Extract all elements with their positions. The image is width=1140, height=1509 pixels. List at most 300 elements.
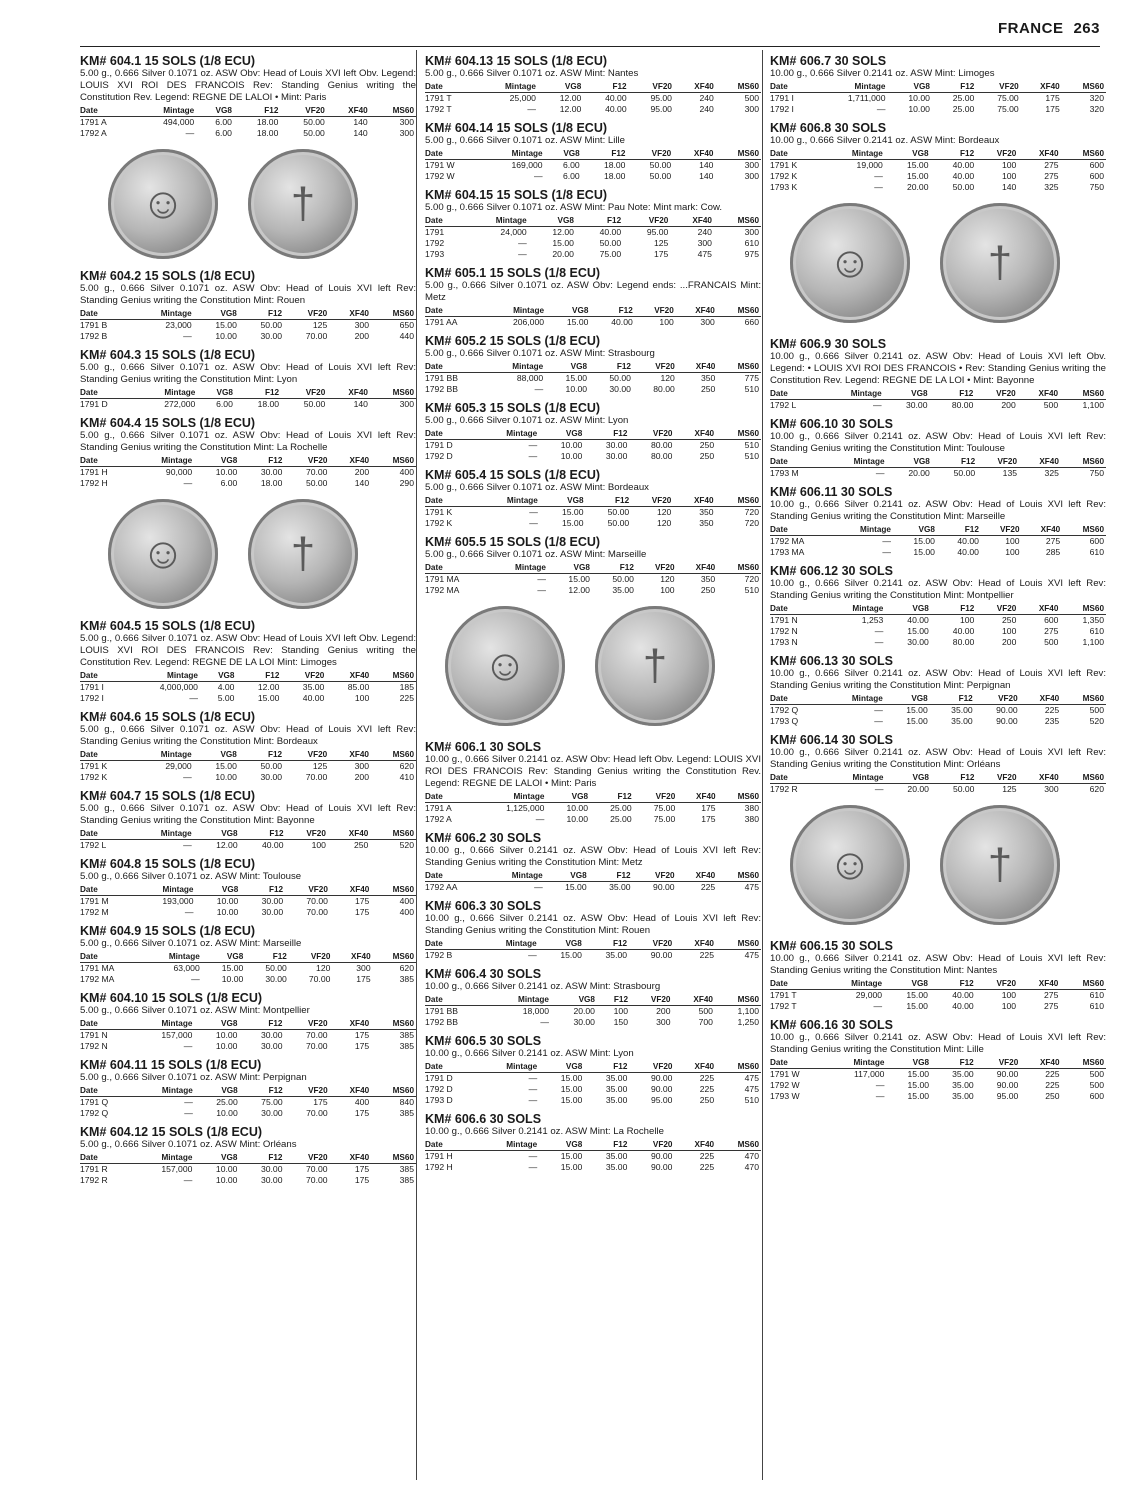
column-header: MS60 <box>737 995 759 1004</box>
table-row <box>425 585 761 596</box>
table-cell: 15.00 <box>561 507 584 517</box>
catalog-entry <box>770 337 1106 411</box>
table-cell: 12.00 <box>552 227 574 237</box>
table-cell: 90.00 <box>996 1069 1019 1079</box>
table-cell: 1793 N <box>770 637 798 647</box>
table-cell: 30.00 <box>260 331 283 341</box>
table-cell: 385 <box>399 1164 414 1174</box>
table-row <box>80 840 416 852</box>
column-header: Mintage <box>495 216 527 225</box>
entry-title: KM# 604.12 15 SOLS (1/8 ECU) <box>80 1125 263 1139</box>
column-header: VG8 <box>912 773 929 782</box>
table-cell: 10.00 <box>216 1108 238 1118</box>
table-cell: 1791 D <box>425 1073 453 1083</box>
column-header: Mintage <box>506 496 538 505</box>
table-cell: 1,350 <box>1082 615 1104 625</box>
table-row <box>80 761 416 773</box>
table-cell: 70.00 <box>306 896 328 906</box>
column-header: VG8 <box>557 216 574 225</box>
column-header: MS60 <box>1082 82 1104 91</box>
table-cell: 520 <box>399 840 414 850</box>
table-cell: 250 <box>1002 615 1017 625</box>
table-cell: 300 <box>399 399 414 409</box>
table-cell: 1793 D <box>425 1095 453 1105</box>
table-cell: 100 <box>1002 171 1017 181</box>
coin-reverse-image <box>940 203 1060 323</box>
table-cell: 10.00 <box>216 896 239 906</box>
table-row <box>80 907 416 918</box>
table-cell: 1791 Q <box>80 1097 109 1107</box>
table-row <box>80 128 416 139</box>
table-cell: — <box>534 384 544 394</box>
table-row <box>80 399 416 411</box>
column-header: Date <box>425 149 443 158</box>
column-header: MS60 <box>392 952 414 961</box>
table-cell: 140 <box>699 171 714 181</box>
table-cell: 475 <box>744 882 759 892</box>
catalog-entry <box>80 710 416 783</box>
entry-description: 5.00 g., 0.666 Silver 0.1071 oz. ASW Mint: Strasbourg <box>425 348 655 359</box>
catalog-entry <box>770 654 1106 727</box>
column-header: Mintage <box>854 82 886 91</box>
column-header: XF40 <box>1040 82 1060 91</box>
table-cell: — <box>528 1073 538 1083</box>
entry-description: 10.00 g., 0.666 Silver 0.2141 oz. ASW Obv: Head of Louis XVI left Obv. Legend: • LOUIS XVI ROI DES FRANCOIS • Rev: Standing Genius writing the Constitution Rev. Legend: REGNE DE LA LOI • Mint: Bayonne <box>770 351 1106 386</box>
column-header: VF20 <box>648 216 669 225</box>
table-cell: — <box>528 451 538 461</box>
table-cell: 135 <box>1002 468 1018 478</box>
price-table <box>425 305 761 328</box>
table-cell: 6.00 <box>215 117 232 127</box>
table-cell: 600 <box>1089 171 1104 181</box>
column-header: F12 <box>613 1140 628 1149</box>
column-header: VF20 <box>310 952 331 961</box>
table-cell: 70.00 <box>305 772 328 782</box>
column-header: F12 <box>964 525 979 534</box>
entry-description: 10.00 g., 0.666 Silver 0.2141 oz. ASW Obv: Head of Louis XVI left Rev: Standing Genius writing the Constitution Mint: Orléans <box>770 747 1106 770</box>
column-header: F12 <box>268 1153 283 1162</box>
column-header: VF20 <box>996 149 1017 158</box>
table-row <box>770 990 1106 1002</box>
entry-description: 5.00 g., 0.666 Silver 0.1071 oz. ASW Mint: Lyon <box>425 415 629 426</box>
entry-description: 5.00 g., 0.666 Silver 0.1071 oz. ASW Mint: Marseille <box>80 938 302 949</box>
table-cell: — <box>518 249 527 259</box>
table-cell: 75.00 <box>653 814 676 824</box>
entry-description: 10.00 g., 0.666 Silver 0.2141 oz. ASW Obv: Head of Louis XVI left Rev: Standing Genius writing the Constitution Mint: Perpignan <box>770 668 1106 691</box>
table-cell: 15.00 <box>221 963 244 973</box>
table-cell: 400 <box>399 896 414 906</box>
table-row <box>80 1175 416 1186</box>
catalog-entry <box>80 924 416 985</box>
table-row <box>770 784 1106 796</box>
catalog-entry <box>425 54 761 115</box>
table-row <box>80 1097 416 1109</box>
column-header: VG8 <box>221 885 239 894</box>
table-cell: 200 <box>1001 400 1016 410</box>
table-cell: 70.00 <box>306 1164 328 1174</box>
genius-figure-icon: † <box>290 529 316 578</box>
table-cell: 24,000 <box>500 227 527 237</box>
table-cell: 475 <box>744 950 759 960</box>
entry-description: 5.00 g., 0.666 Silver 0.1071 oz. ASW Obv: Head of Louis XVI left Rev: Standing Genius writing the Constitution Mint: Bayonne <box>80 803 416 826</box>
table-cell: 300 <box>1044 784 1059 794</box>
price-table <box>80 670 416 704</box>
price-table <box>425 148 761 182</box>
table-cell: 225 <box>699 1151 715 1161</box>
column-header: VG8 <box>220 750 237 759</box>
entry-description: 5.00 g., 0.666 Silver 0.1071 oz. ASW Obv: Head of Louis XVI left Rev: Standing Genius writing the Constitution Mint: Bordeaux <box>80 724 416 747</box>
table-cell: — <box>875 468 885 478</box>
column-header: F12 <box>611 149 626 158</box>
entry-title: KM# 604.7 15 SOLS (1/8 ECU) <box>80 789 256 803</box>
column-header: Date <box>425 1062 443 1071</box>
column-header: Mintage <box>852 773 884 782</box>
entry-description: 10.00 g., 0.666 Silver 0.2141 oz. ASW Obv: Head of Louis XVI left Rev: Standing Genius writing the Constitution Mint: Montpellier <box>770 578 1106 601</box>
table-cell: 10.00 <box>215 467 238 477</box>
page-header <box>998 20 1100 37</box>
table-cell: 225 <box>1044 705 1060 715</box>
table-cell: 30.00 <box>260 1030 283 1040</box>
column-header: VG8 <box>918 525 935 534</box>
column-header: VF20 <box>652 82 672 91</box>
table-cell: 90.00 <box>650 1151 673 1161</box>
table-row <box>770 182 1106 193</box>
entry-title: KM# 606.9 30 SOLS <box>770 337 887 351</box>
table-cell: 1792 Q <box>770 705 799 715</box>
column-header: F12 <box>267 750 283 759</box>
column-header: VG8 <box>912 1058 930 1067</box>
column-header: F12 <box>960 82 975 91</box>
catalog-entry <box>770 939 1106 1012</box>
table-row <box>80 117 416 129</box>
column-header: VF20 <box>999 82 1019 91</box>
column-header: F12 <box>617 792 632 801</box>
coin-obverse-image <box>790 203 910 323</box>
column-header: Date <box>80 885 98 894</box>
column-header: MS60 <box>737 496 759 505</box>
table-row <box>425 1095 761 1106</box>
table-cell: 1792 N <box>770 626 798 636</box>
catalog-entry <box>80 991 416 1052</box>
entry-title: KM# 604.10 15 SOLS (1/8 ECU) <box>80 991 263 1005</box>
table-cell: 250 <box>699 1095 715 1105</box>
table-row <box>80 1164 416 1176</box>
table-cell: 30.00 <box>261 1108 283 1118</box>
price-table <box>770 456 1106 479</box>
column-header: MS60 <box>1082 604 1104 613</box>
column-header: Date <box>770 525 788 534</box>
price-table <box>80 749 416 783</box>
column-header: F12 <box>612 939 628 948</box>
column-header: Date <box>425 496 443 505</box>
entry-title: KM# 604.5 15 SOLS (1/8 ECU) <box>80 619 256 633</box>
table-cell: 600 <box>1089 1091 1104 1101</box>
table-cell: 275 <box>1044 160 1059 170</box>
column-header: F12 <box>268 1019 283 1028</box>
table-cell: 90.00 <box>653 882 675 892</box>
column-header: XF40 <box>349 750 369 759</box>
table-cell: — <box>528 1095 538 1105</box>
table-cell: 1791 K <box>80 761 108 771</box>
entry-title: KM# 606.7 30 SOLS <box>770 54 887 68</box>
coin-obverse-image <box>108 149 218 259</box>
column-header: VF20 <box>305 106 325 115</box>
table-cell: 1792 BB <box>425 1017 458 1027</box>
table-cell: 272,000 <box>164 399 196 409</box>
column-header: Date <box>770 604 788 613</box>
table-cell: 380 <box>744 803 759 813</box>
table-cell: 50.00 <box>260 320 283 330</box>
column-header: MS60 <box>392 671 414 680</box>
entry-title: KM# 604.4 15 SOLS (1/8 ECU) <box>80 416 256 430</box>
coin-obverse-image <box>445 606 565 726</box>
column-header: VF20 <box>307 309 328 318</box>
table-cell: 1791 I <box>80 682 104 692</box>
table-cell: 30.00 <box>605 440 628 450</box>
table-cell: — <box>876 104 886 114</box>
table-cell: 18.00 <box>260 478 283 488</box>
table-cell: 600 <box>1089 536 1104 546</box>
table-cell: — <box>183 1175 193 1185</box>
table-cell: 1792 <box>425 238 445 248</box>
table-cell: 10.00 <box>908 93 930 103</box>
table-cell: 1792 MA <box>770 536 805 546</box>
column-header: Mintage <box>853 457 885 466</box>
column-header: F12 <box>616 871 631 880</box>
table-cell: 70.00 <box>306 1108 328 1118</box>
table-cell: 250 <box>353 840 369 850</box>
catalog-entry <box>770 417 1106 479</box>
table-row <box>80 772 416 783</box>
column-header: XF40 <box>694 1140 715 1149</box>
entry-title: KM# 604.15 15 SOLS (1/8 ECU) <box>425 188 608 202</box>
table-cell: — <box>183 840 192 850</box>
table-cell: 18.00 <box>256 117 279 127</box>
table-cell: 720 <box>744 518 759 528</box>
table-cell: 50.00 <box>607 518 630 528</box>
table-cell: 500 <box>744 93 759 103</box>
table-cell: 10.00 <box>215 331 237 341</box>
column-header: F12 <box>959 389 974 398</box>
column-header: VF20 <box>999 525 1020 534</box>
genius-figure-icon: † <box>987 238 1013 287</box>
header-rule <box>80 46 1100 47</box>
entry-title: KM# 606.3 30 SOLS <box>425 899 542 913</box>
column-header: XF40 <box>349 885 370 894</box>
entry-title: KM# 605.1 15 SOLS (1/8 ECU) <box>425 266 601 280</box>
table-cell: 1792 D <box>425 451 453 461</box>
table-cell: 15.00 <box>560 1073 583 1083</box>
table-cell: 225 <box>700 882 716 892</box>
table-cell: 175 <box>354 907 370 917</box>
table-cell: 1793 M <box>770 468 799 478</box>
table-cell: 1793 Q <box>770 716 799 726</box>
entry-title: KM# 606.13 30 SOLS <box>770 654 893 668</box>
column-header: VF20 <box>998 1058 1019 1067</box>
table-cell: 1791 B <box>80 320 108 330</box>
table-cell: — <box>874 784 884 794</box>
column-header: XF40 <box>693 149 714 158</box>
column-header: VG8 <box>570 362 588 371</box>
table-cell: 25.00 <box>610 803 632 813</box>
table-cell: 1791 D <box>80 399 108 409</box>
price-table <box>425 1139 761 1173</box>
column-header: Mintage <box>160 309 192 318</box>
column-header: VG8 <box>216 388 233 397</box>
table-cell: 15.00 <box>907 1069 930 1079</box>
table-cell: 20.00 <box>907 784 929 794</box>
column-header: Mintage <box>518 995 549 1004</box>
entry-title: KM# 606.8 30 SOLS <box>770 121 887 135</box>
catalog-entry <box>425 1034 761 1106</box>
table-row <box>770 615 1106 627</box>
table-cell: 40.00 <box>302 693 325 703</box>
table-cell: 610 <box>1089 626 1104 636</box>
column-header: Mintage <box>853 1058 885 1067</box>
column-header: MS60 <box>392 885 414 894</box>
table-cell: 250 <box>1045 1091 1060 1101</box>
table-cell: 290 <box>399 478 414 488</box>
column-header: MS60 <box>737 306 759 315</box>
table-cell: 1791 R <box>80 1164 108 1174</box>
table-cell: 30.00 <box>573 1017 595 1027</box>
table-cell: 120 <box>657 507 672 517</box>
table-cell: 610 <box>1089 547 1104 557</box>
column-header: XF40 <box>1039 694 1060 703</box>
entry-title: KM# 606.16 30 SOLS <box>770 1018 893 1032</box>
column-header: VF20 <box>307 456 328 465</box>
entry-description: 5.00 g., 0.666 Silver 0.1071 oz. ASW Obv: Head of Louis XVI left Obv. Legend: LOUIS XVI ROI DES FRANCOIS Rev: Standing Genius writing the Constitution Rev. Legend: REGNE DE LALOI • Mint: Paris <box>80 68 416 103</box>
table-cell: — <box>875 1091 885 1101</box>
table-row <box>425 227 761 239</box>
column-header: Mintage <box>506 429 538 438</box>
table-cell: 100 <box>1005 536 1020 546</box>
table-cell: 1,253 <box>861 615 884 625</box>
column-header: Date <box>425 792 443 801</box>
table-cell: 40.00 <box>605 93 627 103</box>
table-cell: — <box>183 331 192 341</box>
price-table <box>770 772 1106 795</box>
table-cell: 80.00 <box>952 637 975 647</box>
table-cell: 250 <box>699 440 715 450</box>
table-cell: 50.00 <box>952 784 975 794</box>
table-cell: 1792 W <box>770 1080 800 1090</box>
table-cell: 6.00 <box>220 478 238 488</box>
table-cell: 1792 R <box>770 784 798 794</box>
table-row <box>80 682 416 694</box>
column-header: F12 <box>264 388 280 397</box>
catalog-entry <box>425 334 761 395</box>
table-cell: 18,000 <box>522 1006 549 1016</box>
entry-title: KM# 606.12 30 SOLS <box>770 564 893 578</box>
table-cell: 95.00 <box>650 1095 673 1105</box>
table-cell: 18.00 <box>603 160 626 170</box>
catalog-entry <box>770 1018 1106 1102</box>
table-cell: 840 <box>399 1097 414 1107</box>
table-cell: 15.00 <box>215 320 237 330</box>
table-cell: 50.00 <box>612 574 634 584</box>
table-cell: 1791 BB <box>425 1006 458 1016</box>
price-table <box>80 105 416 139</box>
table-cell: 30.00 <box>261 896 284 906</box>
entry-description: 5.00 g., 0.666 Silver 0.1071 oz. ASW Obv: Head of Louis XVI left Obv. Legend: LOUIS XVI ROI DES FRANCOIS Rev: Standing Genius writing the Constitution Rev. Legend: REGNE DE LA LOI Mint: Limoges <box>80 633 416 668</box>
entry-title: KM# 604.1 15 SOLS (1/8 ECU) <box>80 54 256 68</box>
entry-description: 5.00 g., 0.666 Silver 0.1071 oz. ASW Obv: Head of Louis XVI left Rev: Standing Genius writing the Constitution Mint: Lyon <box>80 362 416 385</box>
entry-title: KM# 604.3 15 SOLS (1/8 ECU) <box>80 348 256 362</box>
table-row <box>80 478 416 489</box>
price-table <box>770 388 1106 411</box>
table-cell: 475 <box>697 249 712 259</box>
table-cell: 650 <box>399 320 414 330</box>
column-header: Date <box>770 82 788 91</box>
table-cell: — <box>873 400 882 410</box>
column-header: XF40 <box>692 216 712 225</box>
table-cell: 200 <box>1002 637 1017 647</box>
table-cell: 350 <box>699 507 714 517</box>
table-cell: 90,000 <box>165 467 193 477</box>
column-header: XF40 <box>349 456 370 465</box>
table-cell: 40.00 <box>957 536 979 546</box>
table-cell: 1,250 <box>737 1017 759 1027</box>
table-cell: 500 <box>698 1006 713 1016</box>
table-cell: 175 <box>356 974 371 984</box>
table-cell: — <box>874 626 884 636</box>
column-header: Mintage <box>850 389 882 398</box>
table-cell: 175 <box>354 1030 370 1040</box>
entry-title: KM# 604.14 15 SOLS (1/8 ECU) <box>425 121 608 135</box>
table-cell: — <box>534 882 543 892</box>
table-cell: 50.00 <box>952 182 975 192</box>
table-cell: 200 <box>656 1006 671 1016</box>
entry-title: KM# 606.2 30 SOLS <box>425 831 542 845</box>
column-header: MS60 <box>1082 694 1104 703</box>
table-cell: 75.00 <box>997 93 1019 103</box>
table-cell: 1,100 <box>1082 637 1104 647</box>
table-cell: 50.00 <box>303 117 325 127</box>
column-1 <box>80 54 416 1192</box>
column-header: Date <box>770 773 788 782</box>
column-header: XF40 <box>1038 389 1059 398</box>
entry-description: 10.00 g., 0.666 Silver 0.2141 oz. ASW Mint: Limoges <box>770 68 995 79</box>
entry-title: KM# 604.9 15 SOLS (1/8 ECU) <box>80 924 256 938</box>
price-table <box>425 495 761 529</box>
table-cell: 1792 K <box>80 772 108 782</box>
table-cell: 15.00 <box>560 1084 583 1094</box>
table-cell: 1792 B <box>80 331 108 341</box>
column-header: XF40 <box>694 429 715 438</box>
column-header: MS60 <box>392 388 414 397</box>
column-header: XF40 <box>1038 979 1059 988</box>
column-header: Mintage <box>161 1019 193 1028</box>
table-cell: 120 <box>660 574 675 584</box>
table-cell: 70.00 <box>305 331 328 341</box>
column-header: Date <box>425 871 443 880</box>
table-cell: 35.00 <box>605 1073 628 1083</box>
table-cell: 10.00 <box>560 451 583 461</box>
coin-obverse-image <box>790 805 910 925</box>
column-header: VF20 <box>305 388 326 397</box>
table-cell: 125 <box>312 320 328 330</box>
table-cell: 40.00 <box>907 615 929 625</box>
table-cell: 275 <box>1045 536 1061 546</box>
entry-description: 5.00 g., 0.666 Silver 0.1071 oz. ASW Mint: Marseille <box>425 549 647 560</box>
table-cell: 1792 MA <box>425 585 460 595</box>
table-cell: 40.00 <box>952 1001 974 1011</box>
price-table <box>425 994 761 1028</box>
column-header: Date <box>770 149 788 158</box>
table-cell: 140 <box>353 128 368 138</box>
column-header: VF20 <box>306 829 326 838</box>
